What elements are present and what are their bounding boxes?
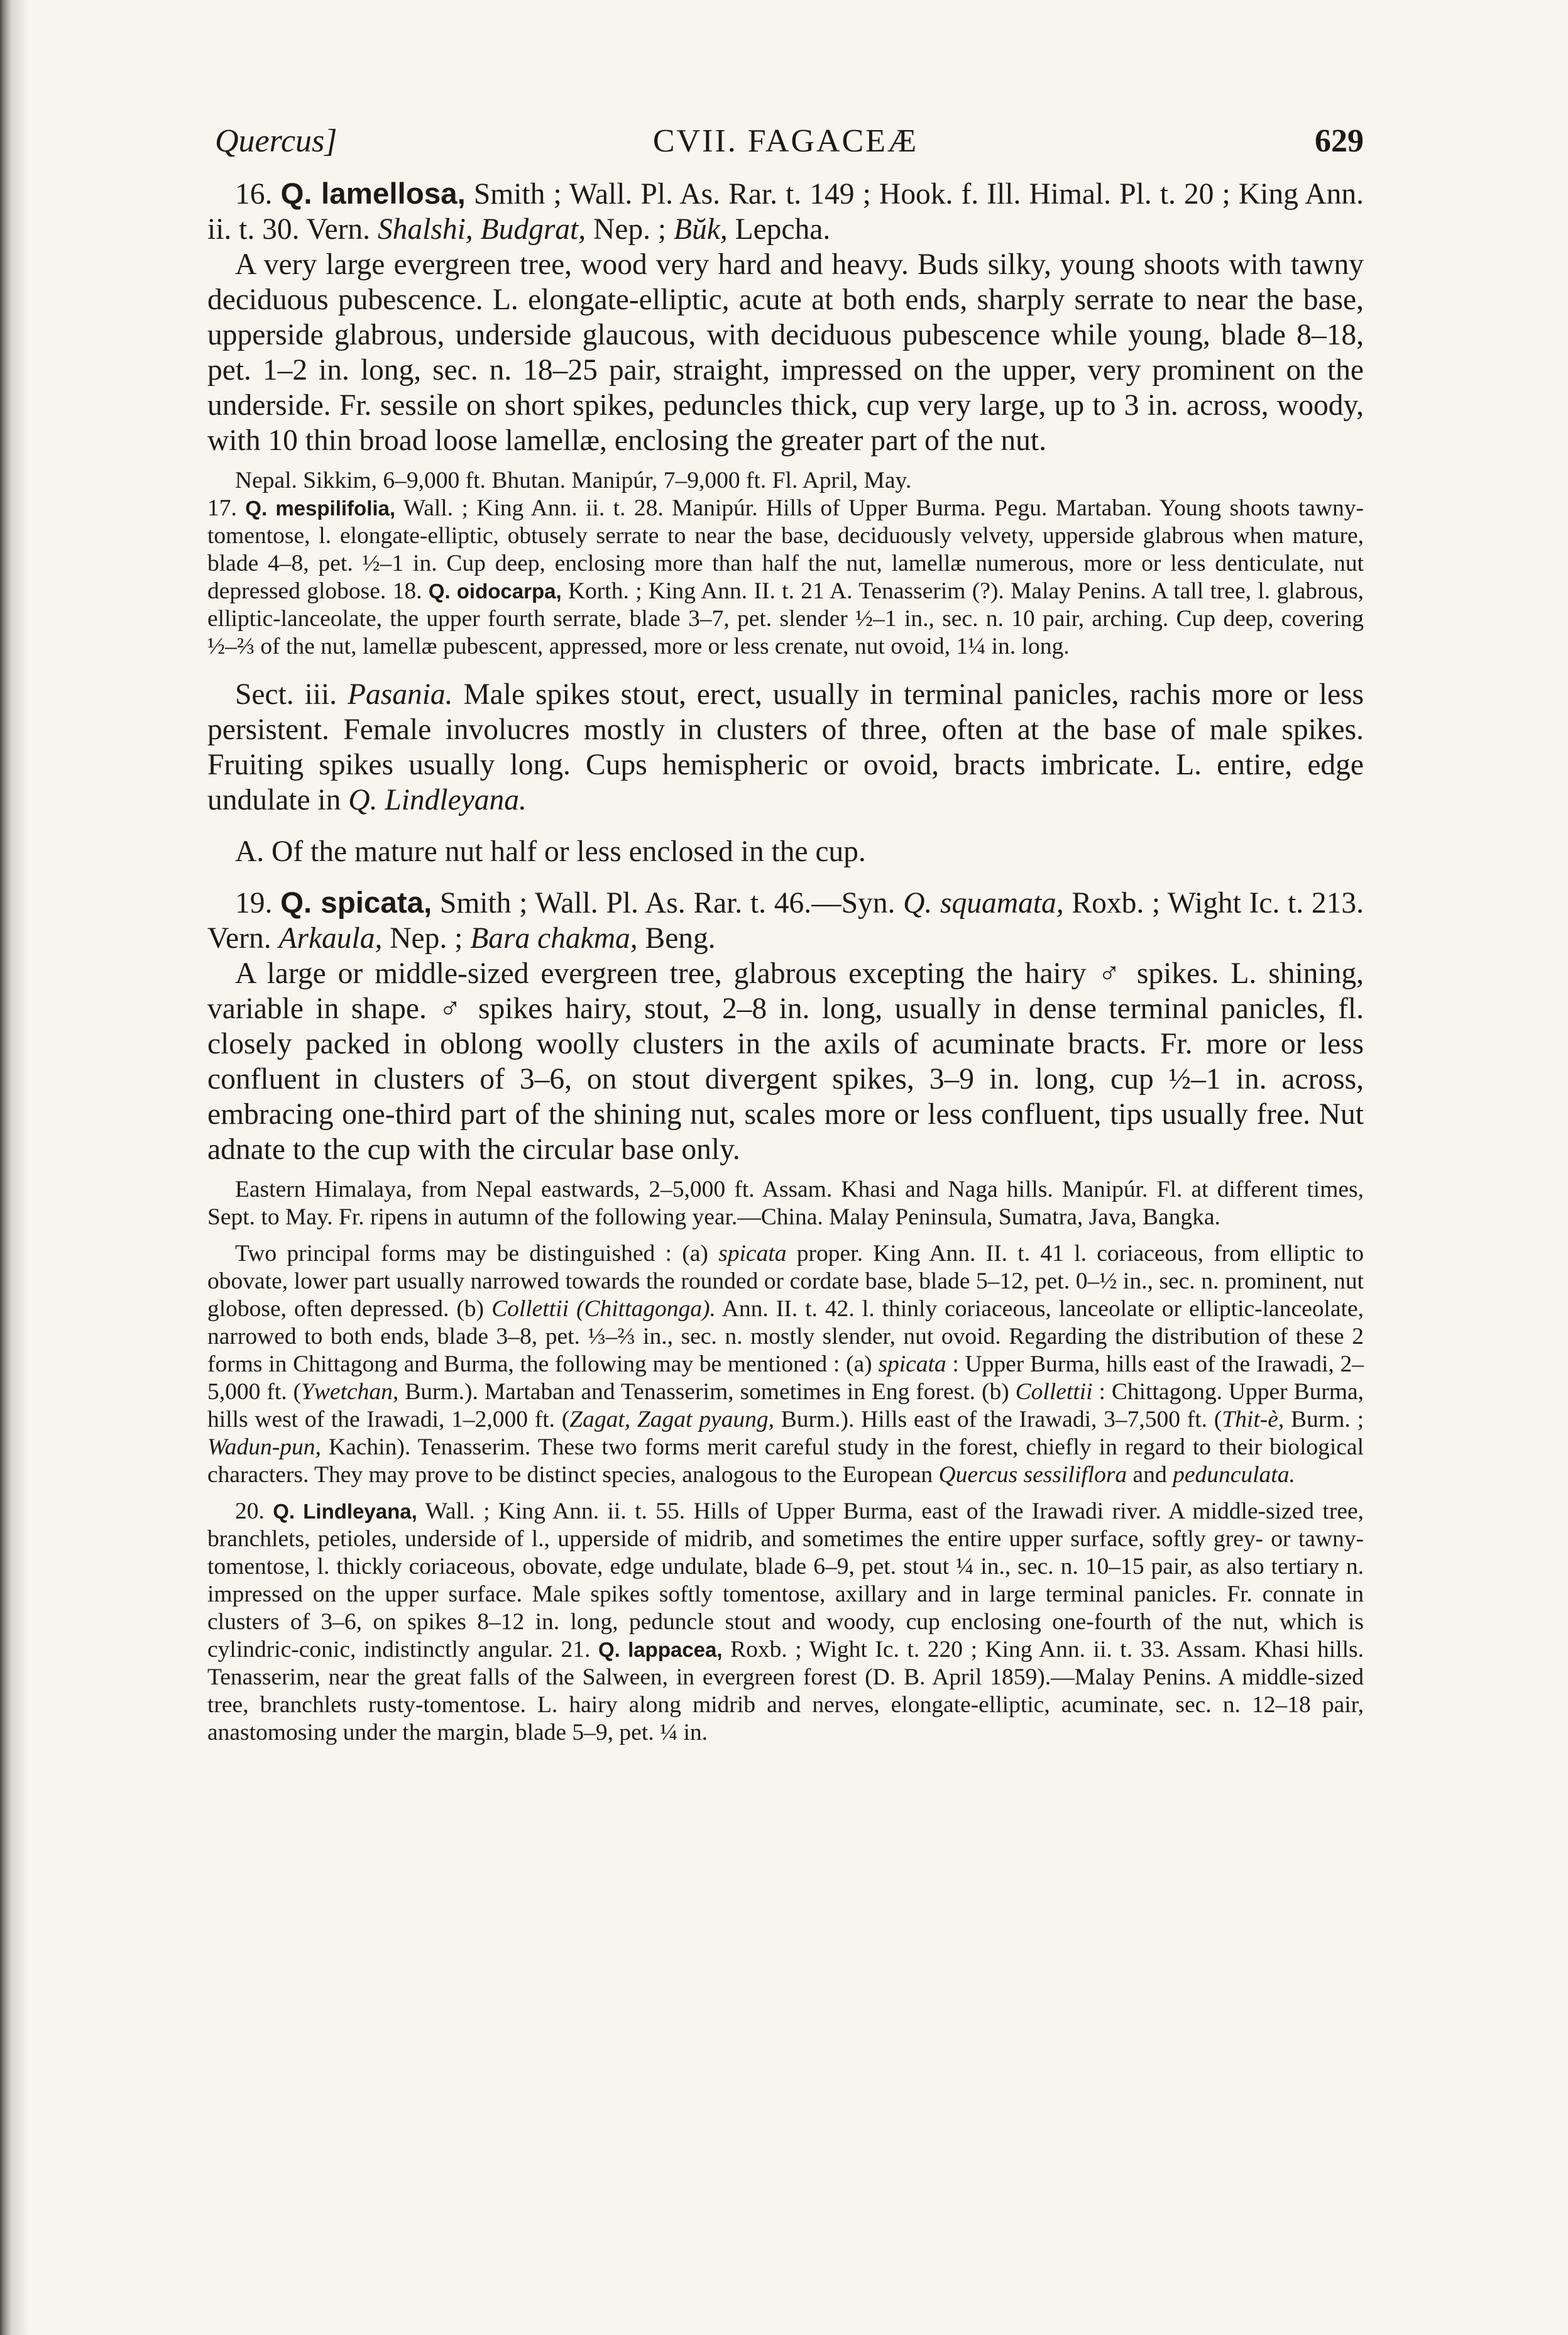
species-16-heading xyxy=(207,177,1364,247)
species-19-heading xyxy=(207,886,1364,956)
forms-text-7: Burm.). Hills east of the Irawadi, 3–7,500 ft. ( xyxy=(774,1407,1222,1432)
species-19-synonym: Q. squamata, xyxy=(903,887,1064,920)
forms-text-9: Kachin). Tenasserim. These two forms merit careful study in the forest, chiefly in regard to their biological characters. They may prove to be distinct species, analogous to the European xyxy=(207,1434,1364,1488)
species-19-vern-2-lang: Beng. xyxy=(637,922,716,955)
species-17-number: 17. xyxy=(207,495,237,521)
forms-italic-1: spicata xyxy=(718,1241,787,1266)
forms-italic-6: Zagat, Zagat pyaung, xyxy=(569,1407,774,1432)
species-21-text: Roxb. ; Wight Ic. t. 220 ; King Ann. ii. t. 33. Assam. Khasi hills. Tenasserim, near the great falls of the Salween, in evergreen forest (D. B. April 1859).—Malay Penins. A middle-sized tree, branchlets rusty-tomentose. L. hairy along midrib and nerves, elongate-elliptic, acuminate, sec. n. 12–18 pair, anastomosing under the margin, blade 5–9, pet. ¼ in. xyxy=(207,1637,1364,1745)
forms-text-6: : Chittagong. Upper Burma, hills west of the Irawadi, 1–2,000 ft. ( xyxy=(207,1379,1364,1432)
section-label: Sect. iii. xyxy=(235,678,348,711)
species-20-21-block xyxy=(207,1498,1364,1747)
forms-italic-3: spicata xyxy=(878,1351,946,1377)
page-number: 629 xyxy=(1315,123,1364,159)
forms-italic-7: Thit-è, xyxy=(1222,1407,1285,1432)
forms-italic-10: pedunculata. xyxy=(1173,1462,1295,1488)
forms-text-4: : Upper Burma, hills east of the Irawadi, 2–5,000 ft. ( xyxy=(207,1351,1364,1405)
species-16-vern-1: Shalshi, Budgrat, xyxy=(377,213,586,246)
forms-italic-2: Collettii (Chittagonga). xyxy=(491,1296,716,1322)
species-17-name: Q. mespilifolia, xyxy=(245,497,396,520)
section-ref: Q. Lindleyana. xyxy=(348,784,527,816)
species-20-text: Wall. ; King Ann. ii. t. 55. Hills of Upper Burma, east of the Irawadi river. A middle-sized tree, branchlets, petioles, underside of l., upperside of midrib, and sometimes the entire upper surface, softly grey- or tawny-tomentose, l. thickly coriaceous, obovate, edge undulate, blade 6–9, pet. stout ¼ in., sec. n. 10–15 pair, as also tertiary n. impressed on the upper surface. Male spikes softly tomentose, axillary and in large terminal panicles. Fr. connate in clusters of 3–6, on spikes 8–12 in. long, peduncle stout and woody, cup enclosing one-fourth of the nut, which is cylindric-conic, indistinctly angular. xyxy=(207,1498,1364,1662)
species-21-name: Q. lappacea, xyxy=(598,1638,723,1661)
forms-italic-9: Quercus sessiliflora xyxy=(938,1462,1127,1488)
section-text: Male spikes stout, erect, usually in terminal panicles, rachis more or less persistent. Female involucres mostly in clusters of three, often at the base of male spikes. Fruiting spikes usually long. Cups hemispheric or ovoid, bracts imbricate. L. entire, edge undulate in xyxy=(207,678,1364,816)
species-17-text: Wall. ; King Ann. ii. t. 28. Manipúr. Hills of Upper Burma. Pegu. Martaban. Young shoots tawny-tomentose, l. elongate-elliptic, obtusely serrate to near the base, deciduously velvety, upperside glabrous when mature, blade 4–8, pet. ½–1 in. Cup deep, enclosing more than half the nut, lamellæ numerous, more or less denticulate, nut depressed globose. xyxy=(207,495,1364,604)
subsection-a: A. Of the mature nut half or less enclosed in the cup. xyxy=(235,835,866,868)
species-20-name: Q. Lindleyana, xyxy=(273,1500,417,1523)
species-19-distribution: Eastern Himalaya, from Nepal eastwards, 2–5,000 ft. Assam. Khasi and Naga hills. Manipúr. Fl. at different times, Sept. to May. Fr. ripens in autumn of the following year.—China. Malay Peninsula, Sumatra, Java, Bangka. xyxy=(207,1177,1364,1230)
species-18-text: Korth. ; King Ann. II. t. 21 A. Tenasserim (?). Malay Penins. A tall tree, l. glabrous, elliptic-lanceolate, the upper fourth serrate, blade 3–7, pet. slender ½–1 in., sec. n. 10 pair, arching. Cup deep, covering ½–⅔ of the nut, lamellæ pubescent, appressed, more or less crenate, nut ovoid, 1¼ in. long. xyxy=(207,578,1364,659)
running-head xyxy=(207,110,1364,173)
forms-italic-5: Collettii xyxy=(1015,1379,1093,1405)
species-19-description: A large or middle-sized evergreen tree, glabrous excepting the hairy ♂ spikes. L. shining, variable in shape. ♂ spikes hairy, stout, 2–8 in. long, usually in dense terminal panicles, fl. closely packed in oblong woolly clusters in the axils of acuminate bracts. Fr. more or less confluent in clusters of 3–6, on stout divergent spikes, 3–9 in. long, cup ½–1 in. across, embracing one-third part of the shining nut, scales more or less confluent, tips usually free. Nut adnate to the cup with the circular base only. xyxy=(207,957,1364,1166)
species-18-number: 18. xyxy=(392,578,422,604)
section-name: Pasania. xyxy=(347,678,453,711)
species-19-vern-1: Arkaula, xyxy=(278,922,383,955)
species-20-number: 20. xyxy=(235,1498,265,1524)
header-family: CVII. FAGACEÆ xyxy=(652,123,919,159)
forms-text-8: Burm. ; xyxy=(1284,1407,1364,1432)
species-21-number: 21. xyxy=(561,1637,591,1662)
species-18-name: Q. oidocarpa, xyxy=(428,580,562,603)
species-16-vern-2-lang: Lepcha. xyxy=(727,213,831,246)
species-17-18-block xyxy=(207,495,1364,661)
header-genus: Quercus] xyxy=(215,123,337,159)
section-pasania xyxy=(207,677,1364,818)
species-16-description: A very large evergreen tree, wood very hard and heavy. Buds silky, young shoots with tawny deciduous pubescence. L. elongate-elliptic, acute at both ends, sharply serrate to near the base, upperside glabrous, underside glaucous, with deciduous pubescence while young, blade 8–18, pet. 1–2 in. long, sec. n. 18–25 pair, straight, impressed on the upper, very prominent on the underside. Fr. sessile on short spikes, peduncles thick, cup very large, up to 3 in. across, woody, with 10 thin broad loose lamellæ, enclosing the greater part of the nut. xyxy=(207,248,1364,457)
species-16-name: Q. lamellosa, xyxy=(280,177,466,211)
page-edge-shadow xyxy=(0,0,29,2335)
species-19-refs: Smith ; Wall. Pl. As. Rar. t. 46.—Syn. xyxy=(432,887,904,920)
page xyxy=(207,110,1364,1747)
species-16-vern-2: Bŭk, xyxy=(673,213,728,246)
species-16-vern-1-lang: Nep. ; xyxy=(586,213,674,246)
forms-text-1: Two principal forms may be distinguished : (a) xyxy=(235,1241,719,1266)
forms-text-10: and xyxy=(1127,1462,1173,1488)
forms-text-3: Ann. II. t. 42. l. thinly coriaceous, lanceolate or elliptic-lanceolate, narrowed to both ends, blade 3–8, pet. ⅓–⅔ in., sec. n. mostly slender, nut ovoid. Regarding the distribution of these 2 forms in Chittagong and Burma, the following may be mentioned : (a) xyxy=(207,1296,1364,1377)
species-19-forms xyxy=(207,1240,1364,1489)
forms-text-5: Burm.). Martaban and Tenasserim, sometimes in Eng forest. (b) xyxy=(398,1379,1016,1405)
species-19-name: Q. spicata, xyxy=(280,886,432,920)
forms-italic-4: Ywetchan, xyxy=(301,1379,399,1405)
species-19-refs-2: Roxb. ; Wight Ic. t. 213. Vern. xyxy=(207,887,1364,955)
forms-text-2: proper. King Ann. II. t. 41 l. coriaceous, from elliptic to obovate, lower part usually narrowed towards the rounded or cordate base, blade 5–12, pet. 0–½ in., sec. n. prominent, nut globose, often depressed. (b) xyxy=(207,1241,1364,1322)
species-19-vern-1-lang: Nep. ; xyxy=(382,922,471,955)
species-19-vern-2: Bara chakma, xyxy=(470,922,638,955)
species-19-number: 19. xyxy=(235,887,273,920)
species-16-distribution: Nepal. Sikkim, 6–9,000 ft. Bhutan. Manipúr, 7–9,000 ft. Fl. April, May. xyxy=(235,468,912,493)
forms-italic-8: Wadun-pun, xyxy=(207,1434,321,1460)
species-16-refs: Smith ; Wall. Pl. As. Rar. t. 149 ; Hook. f. Ill. Himal. Pl. t. 20 ; King Ann. ii. t. 30. Vern. xyxy=(207,178,1364,246)
species-16-number: 16. xyxy=(235,178,273,211)
